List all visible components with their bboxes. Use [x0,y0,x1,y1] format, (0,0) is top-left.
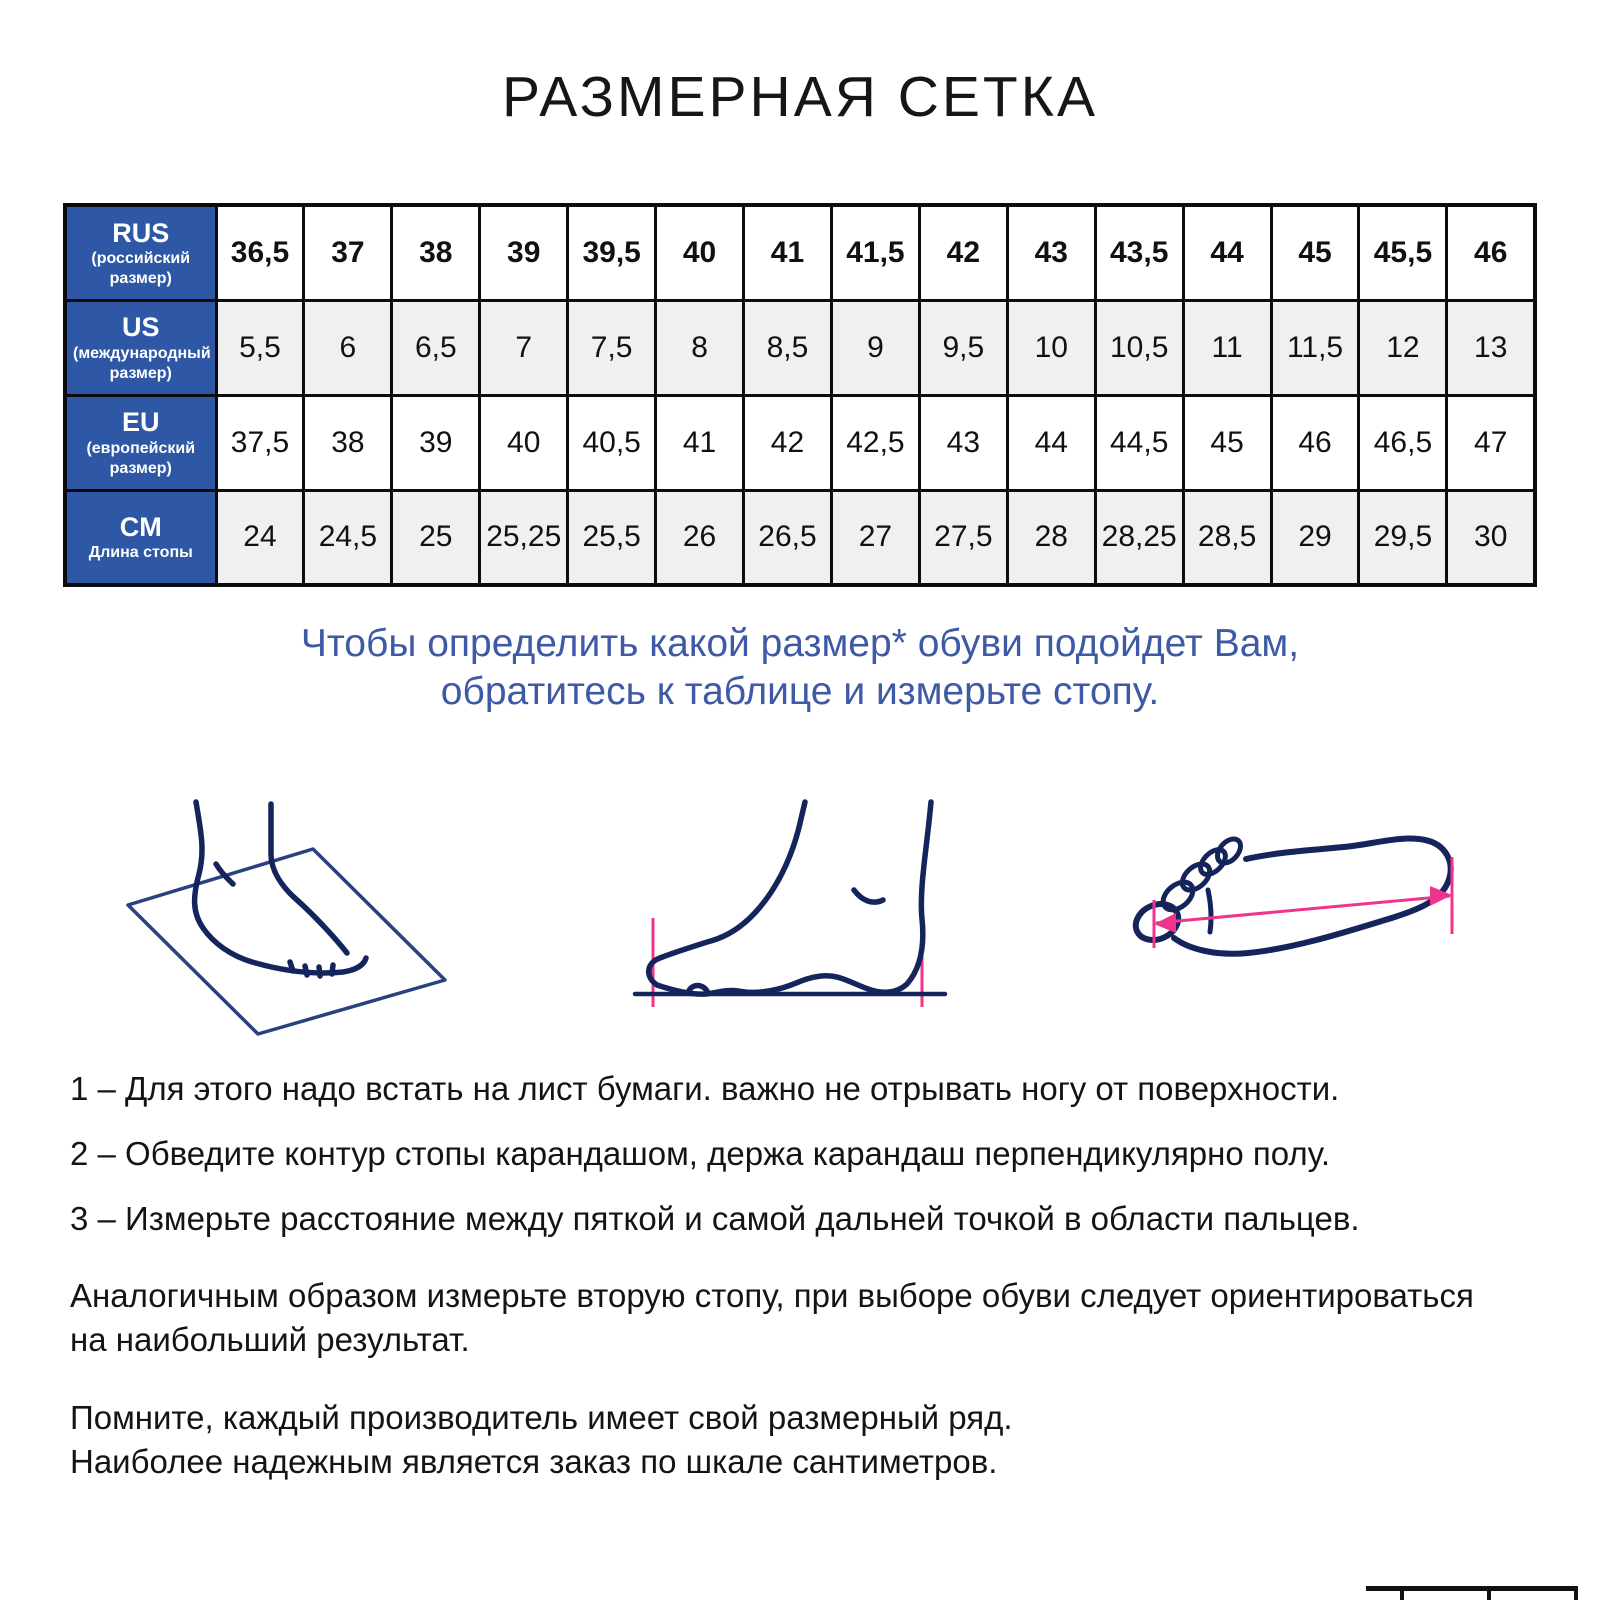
size-cell: 46 [1447,205,1535,300]
size-cell: 25,25 [480,490,568,585]
size-cell: 43,5 [1095,205,1183,300]
note-manufacturer-line-2: Наиболее надежным является заказ по шкале сантиметров. [70,1443,998,1480]
size-cell: 6,5 [392,300,480,395]
partial-table-fragment-divider [1574,1586,1578,1600]
step-3: 3 – Измерьте расстояние между пяткой и самой дальней точкой в области пальцев. [70,1200,1360,1237]
size-cell: 42 [919,205,1007,300]
note-both-feet-line-1: Аналогичным образом измерьте вторую стопу, при выборе обуви следует ориентироваться [70,1277,1474,1314]
size-cell: 7 [480,300,568,395]
size-cell: 6 [304,300,392,395]
row-header-eu [65,395,216,490]
row-header-code: US [121,312,160,343]
table-row-eu [65,395,1535,490]
row-header-sub: (европейский размер) [86,439,196,477]
intro-line-2: обратитесь к таблице и измерьте стопу. [440,670,1160,713]
row-header-sub: (международный размер) [73,344,211,382]
size-cell: 29,5 [1359,490,1447,585]
size-cell: 9,5 [919,300,1007,395]
table-row-rus [65,205,1535,300]
size-cell: 42 [744,395,832,490]
size-cell: 36,5 [216,205,304,300]
size-cell: 24,5 [304,490,392,585]
size-cell: 45 [1271,205,1359,300]
size-cell: 30 [1447,490,1535,585]
row-header-code: CM [119,512,162,543]
size-cell: 41 [656,395,744,490]
row-header-sub: (российский размер) [91,249,191,287]
note-both-feet-line-2: на наибольший результат. [70,1321,470,1358]
page-title: РАЗМЕРНАЯ СЕТКА [502,65,1098,129]
size-cell: 25,5 [568,490,656,585]
partial-table-fragment-top-border [1366,1586,1578,1591]
row-header-code: EU [121,407,160,438]
size-cell: 41,5 [831,205,919,300]
table-row-cm [65,490,1535,585]
size-cell: 10,5 [1095,300,1183,395]
row-header-rus [65,205,216,300]
row-header-sub: Длина стопы [88,544,193,562]
size-cell: 42,5 [831,395,919,490]
size-cell: 11,5 [1271,300,1359,395]
step-2: 2 – Обведите контур стопы карандашом, держа карандаш перпендикулярно полу. [70,1135,1331,1172]
size-cell: 5,5 [216,300,304,395]
size-cell: 26 [656,490,744,585]
size-cell: 29 [1271,490,1359,585]
size-cell: 28,25 [1095,490,1183,585]
size-cell: 39,5 [568,205,656,300]
size-cell: 24 [216,490,304,585]
size-cell: 43 [919,395,1007,490]
size-cell: 12 [1359,300,1447,395]
size-cell: 13 [1447,300,1535,395]
size-cell: 40 [480,395,568,490]
measurement-steps [70,1072,1360,1236]
size-cell: 26,5 [744,490,832,585]
size-cell: 38 [304,395,392,490]
step-1: 1 – Для этого надо встать на лист бумаги. важно не отрывать ногу от поверхности. [70,1070,1340,1107]
size-cell: 25 [392,490,480,585]
size-cell: 45 [1183,395,1271,490]
size-cell: 39 [480,205,568,300]
size-cell: 37,5 [216,395,304,490]
foot-on-paper-illustration [100,762,500,1062]
row-header-us [65,300,216,395]
size-cell: 45,5 [1359,205,1447,300]
size-cell: 7,5 [568,300,656,395]
size-cell: 9 [831,300,919,395]
size-cell: 8 [656,300,744,395]
size-cell: 37 [304,205,392,300]
size-cell: 27,5 [919,490,1007,585]
intro-line-1: Чтобы определить какой размер* обуви подойдет Вам, [300,622,1300,665]
size-cell: 8,5 [744,300,832,395]
partial-table-fragment-divider [1487,1586,1491,1600]
note-both-feet [70,1274,1580,1362]
size-cell: 27 [831,490,919,585]
size-cell: 28,5 [1183,490,1271,585]
size-cell: 43 [1007,205,1095,300]
note-manufacturer [70,1396,1580,1484]
size-cell: 40,5 [568,395,656,490]
note-manufacturer-line-1: Помните, каждый производитель имеет свой размерный ряд. [70,1399,1013,1436]
size-cell: 44 [1183,205,1271,300]
table-row-us [65,300,1535,395]
size-cell: 46 [1271,395,1359,490]
foot-sole-measure-illustration [1090,762,1510,1062]
size-cell: 11 [1183,300,1271,395]
row-header-code: RUS [112,217,170,248]
size-cell: 46,5 [1359,395,1447,490]
size-cell: 40 [656,205,744,300]
size-cell: 44,5 [1095,395,1183,490]
size-cell: 39 [392,395,480,490]
size-table [63,203,1537,587]
intro-text [0,620,1600,716]
size-cell: 47 [1447,395,1535,490]
partial-table-fragment-divider [1400,1586,1404,1600]
size-cell: 38 [392,205,480,300]
size-cell: 44 [1007,395,1095,490]
foot-side-measure-illustration [600,762,1000,1062]
size-cell: 41 [744,205,832,300]
size-cell: 28 [1007,490,1095,585]
size-cell: 10 [1007,300,1095,395]
row-header-cm [65,490,216,585]
